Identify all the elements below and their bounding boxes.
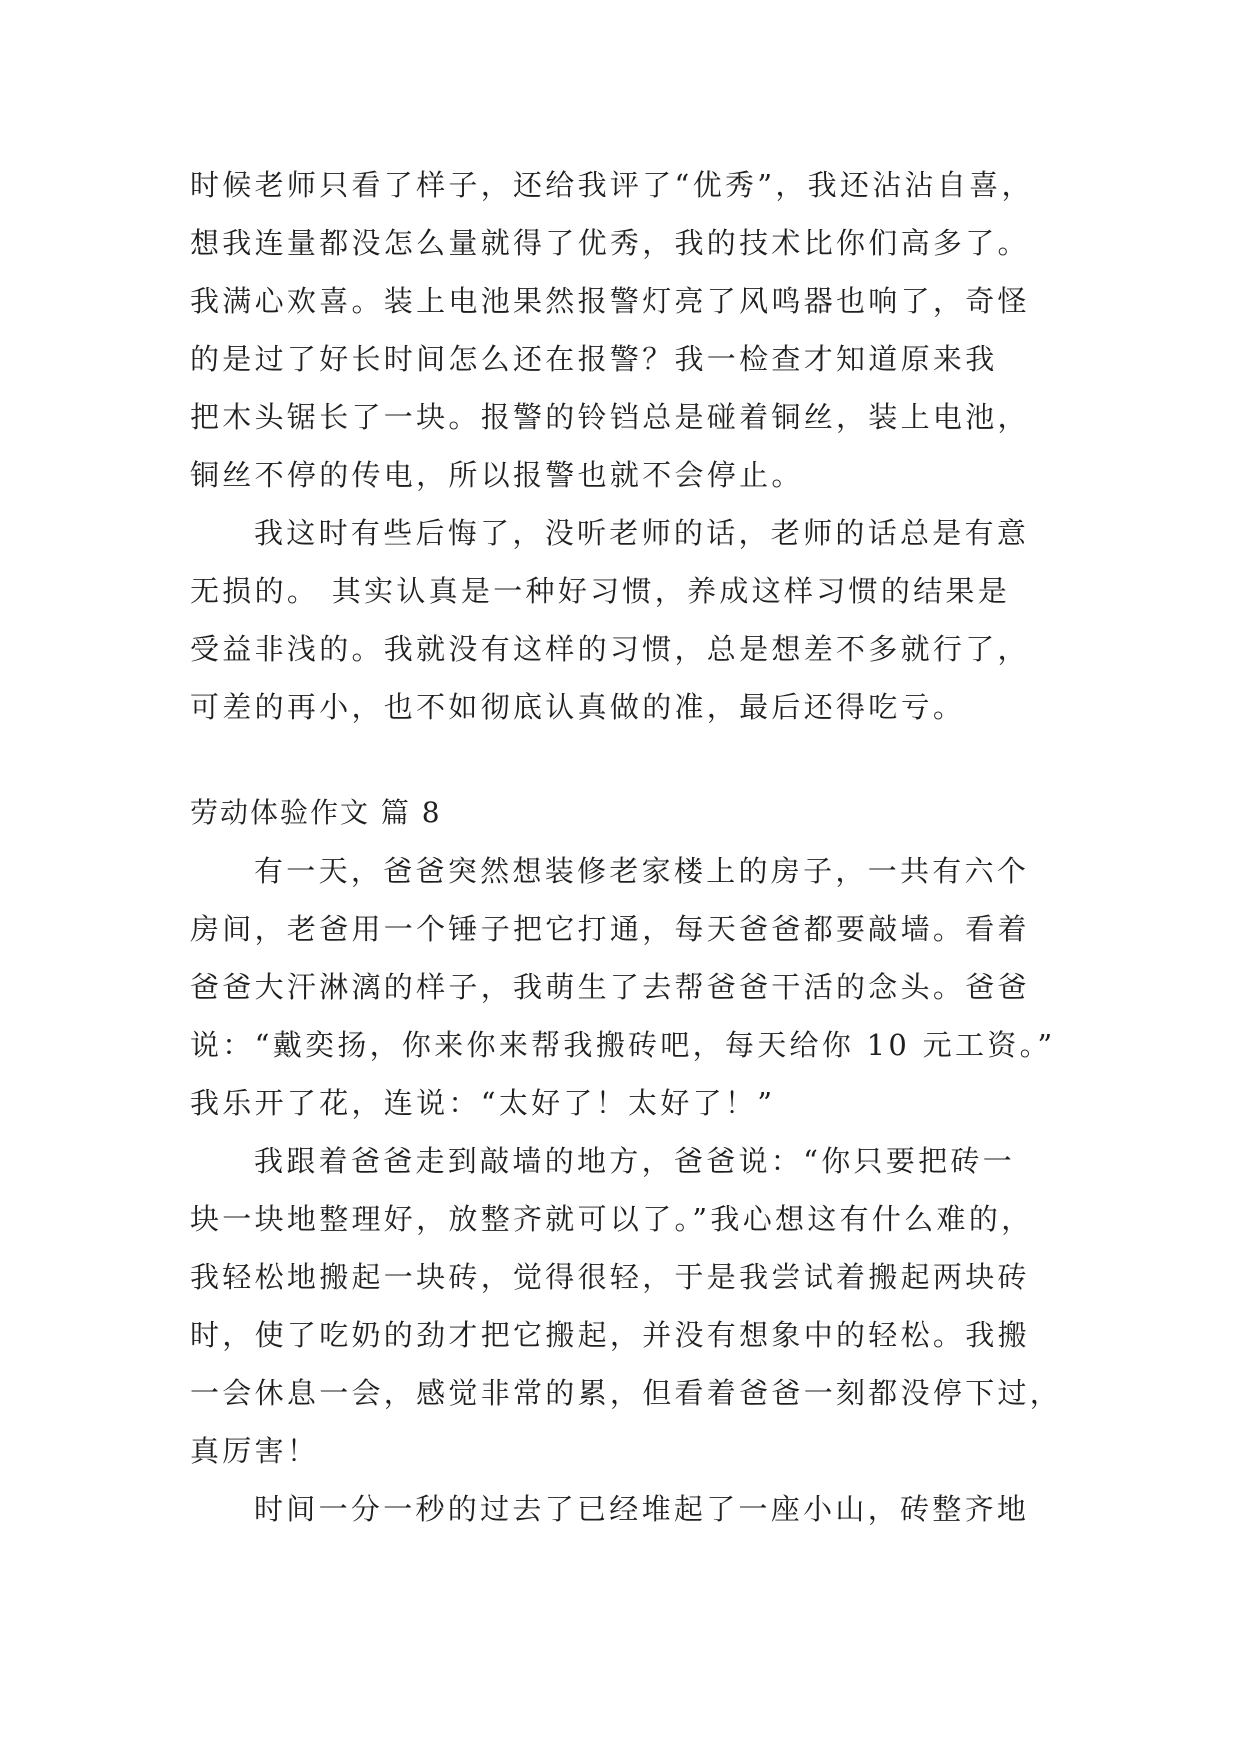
section-heading: 劳动体验作文 篇 8 (190, 796, 442, 829)
text-line: 爸爸大汗淋漓的样子，我萌生了去帮爸爸干活的念头。爸爸 (190, 970, 1030, 1004)
text-line: 想我连量都没怎么量就得了优秀，我的技术比你们高多了。 (190, 226, 1030, 260)
text-line: 我乐开了花，连说：“太好了！太好了！” (190, 1086, 776, 1120)
paragraph (190, 1132, 1070, 1480)
text-line: 受益非浅的。我就没有这样的习惯，总是想差不多就行了， (190, 632, 1030, 666)
text-line: 铜丝不停的传电，所以报警也就不会停止。 (190, 458, 804, 492)
paragraph (190, 156, 1070, 504)
text-line: 真厉害！ (190, 1434, 320, 1468)
paragraph (190, 504, 1070, 736)
text-line: 我跟着爸爸走到敲墙的地方，爸爸说：“你只要把砖一 (254, 1144, 1016, 1178)
text-line: 说：“戴奕扬，你来你来帮我搬砖吧，每天给你 10 元工资。” (190, 1028, 1056, 1062)
text-line: 的是过了好长时间怎么还在报警？我一检查才知道原来我 (190, 342, 998, 376)
text-line: 时，使了吃奶的劲才把它搬起，并没有想象中的轻松。我搬 (190, 1318, 1030, 1352)
text-line: 块一块地整理好，放整齐就可以了。”我心想这有什么难的， (190, 1202, 1034, 1236)
text-line: 一会休息一会，感觉非常的累，但看着爸爸一刻都没停下过， (190, 1376, 1063, 1410)
text-line: 时候老师只看了样子，还给我评了“优秀”，我还沾沾自喜， (190, 168, 1034, 202)
text-line: 无损的。 其实认真是一种好习惯，养成这样习惯的结果是 (190, 574, 1011, 608)
text-line: 我满心欢喜。装上电池果然报警灯亮了风鸣器也响了，奇怪 (190, 284, 1030, 318)
text-line: 有一天，爸爸突然想装修老家楼上的房子，一共有六个 (254, 854, 1030, 888)
text-line: 可差的再小，也不如彻底认真做的准，最后还得吃亏。 (190, 690, 966, 724)
text-line: 我轻松地搬起一块砖，觉得很轻，于是我尝试着搬起两块砖 (190, 1260, 1030, 1294)
text-line: 时间一分一秒的过去了已经堆起了一座小山，砖整齐地 (254, 1492, 1030, 1526)
document-page (190, 156, 1070, 1538)
section-gap (190, 736, 1070, 784)
paragraph (190, 1480, 1070, 1538)
text-line: 我这时有些后悔了，没听老师的话，老师的话总是有意 (254, 516, 1030, 550)
text-line: 把木头锯长了一块。报警的铃铛总是碰着铜丝，装上电池， (190, 400, 1030, 434)
text-line: 房间，老爸用一个锤子把它打通，每天爸爸都要敲墙。看着 (190, 912, 1030, 946)
paragraph (190, 842, 1070, 1132)
